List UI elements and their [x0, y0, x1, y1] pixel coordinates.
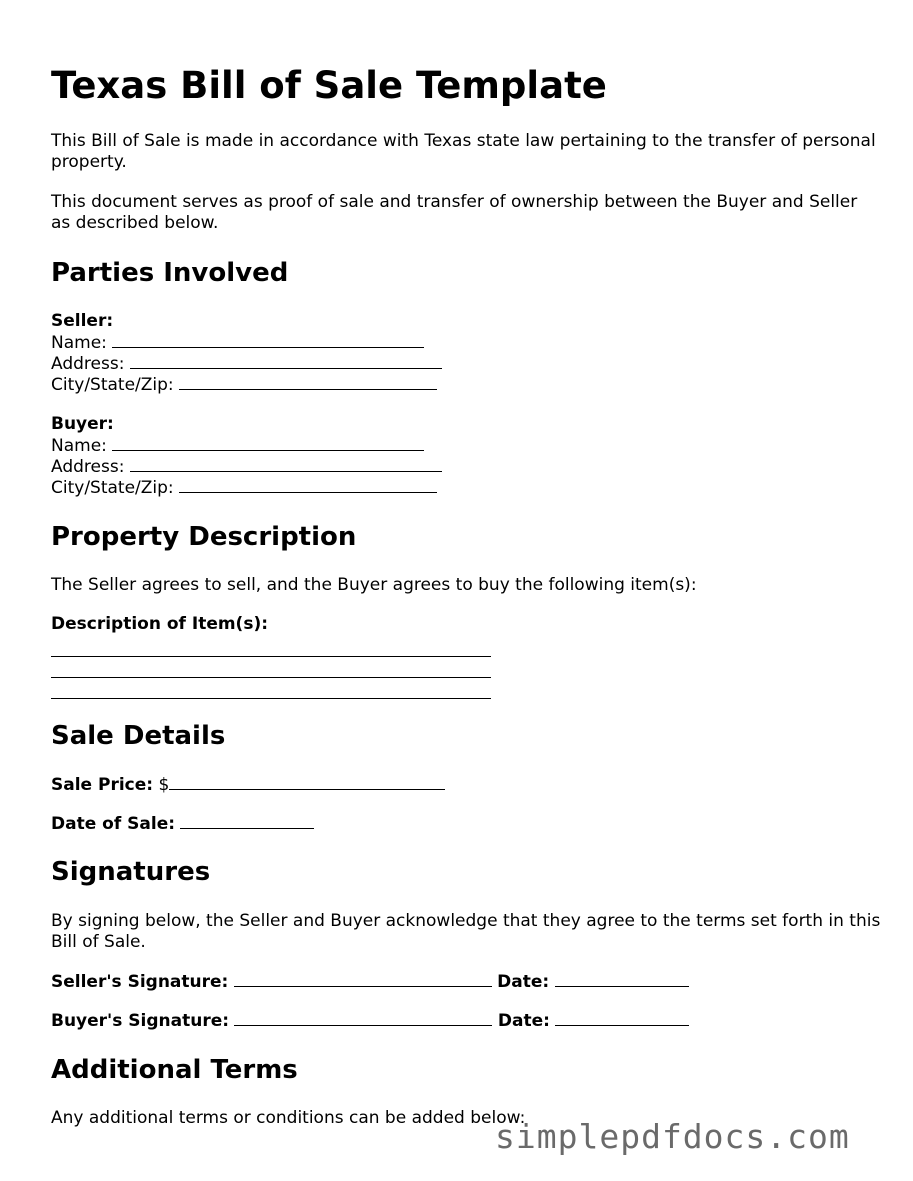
sale-price-label: Sale Price: [51, 775, 154, 795]
buyer-signature-row[interactable] [51, 1010, 689, 1032]
seller-address-label: Address: [51, 354, 125, 374]
intro-paragraph-2: This document serves as proof of sale and transfer of ownership between the Buyer and Seller as described below. [51, 192, 858, 233]
document-title: Texas Bill of Sale Template [51, 64, 607, 107]
seller-name-label: Name: [51, 333, 107, 353]
buyer-csz-field[interactable] [51, 477, 437, 499]
seller-date-label: Date: [497, 972, 550, 992]
seller-signature-row[interactable] [51, 971, 689, 993]
property-paragraph: The Seller agrees to sell, and the Buyer agrees to buy the following item(s): [51, 575, 697, 595]
currency-symbol: $ [158, 775, 170, 795]
watermark: simplepdfdocs.com [495, 1117, 850, 1156]
buyer-name-label: Name: [51, 436, 107, 456]
seller-signature-label: Seller's Signature: [51, 972, 229, 992]
description-line-1[interactable] [51, 656, 491, 657]
sale-date-field[interactable] [51, 813, 314, 835]
description-label: Description of Item(s): [51, 614, 269, 634]
buyer-address-field[interactable] [51, 456, 442, 478]
buyer-label: Buyer: [51, 414, 114, 434]
description-line-2[interactable] [51, 677, 491, 678]
signatures-paragraph: By signing below, the Seller and Buyer acknowledge that they agree to the terms set forth in this Bill of Sale. [51, 911, 881, 952]
seller-signature-blank[interactable] [234, 971, 492, 987]
additional-terms-paragraph: Any additional terms or conditions can be added below: [51, 1108, 526, 1128]
description-line-3[interactable] [51, 698, 491, 699]
seller-date-blank[interactable] [555, 971, 689, 987]
sale-price-field[interactable] [51, 774, 445, 796]
parties-heading: Parties Involved [51, 258, 289, 288]
additional-terms-heading: Additional Terms [51, 1055, 298, 1085]
seller-csz-label: City/State/Zip: [51, 375, 174, 395]
property-heading: Property Description [51, 522, 357, 552]
sale-price-blank[interactable] [169, 774, 445, 790]
sale-heading: Sale Details [51, 721, 226, 751]
seller-label: Seller: [51, 311, 114, 331]
intro-paragraph-1: This Bill of Sale is made in accordance with Texas state law pertaining to the transfer of personal property. [51, 131, 876, 172]
seller-csz-field[interactable] [51, 374, 437, 396]
seller-address-field[interactable] [51, 353, 442, 375]
buyer-csz-label: City/State/Zip: [51, 478, 174, 498]
buyer-name-field[interactable] [51, 435, 424, 457]
buyer-signature-label: Buyer's Signature: [51, 1011, 230, 1031]
buyer-date-label: Date: [497, 1011, 550, 1031]
signatures-heading: Signatures [51, 857, 211, 887]
seller-name-blank[interactable] [112, 332, 424, 348]
buyer-csz-blank[interactable] [179, 477, 437, 493]
seller-address-blank[interactable] [130, 353, 442, 369]
buyer-signature-blank[interactable] [234, 1010, 492, 1026]
seller-name-field[interactable] [51, 332, 424, 354]
sale-date-label: Date of Sale: [51, 814, 176, 834]
buyer-date-blank[interactable] [555, 1010, 689, 1026]
sale-date-blank[interactable] [180, 813, 314, 829]
buyer-name-blank[interactable] [112, 435, 424, 451]
buyer-address-blank[interactable] [130, 456, 442, 472]
buyer-address-label: Address: [51, 457, 125, 477]
seller-csz-blank[interactable] [179, 374, 437, 390]
